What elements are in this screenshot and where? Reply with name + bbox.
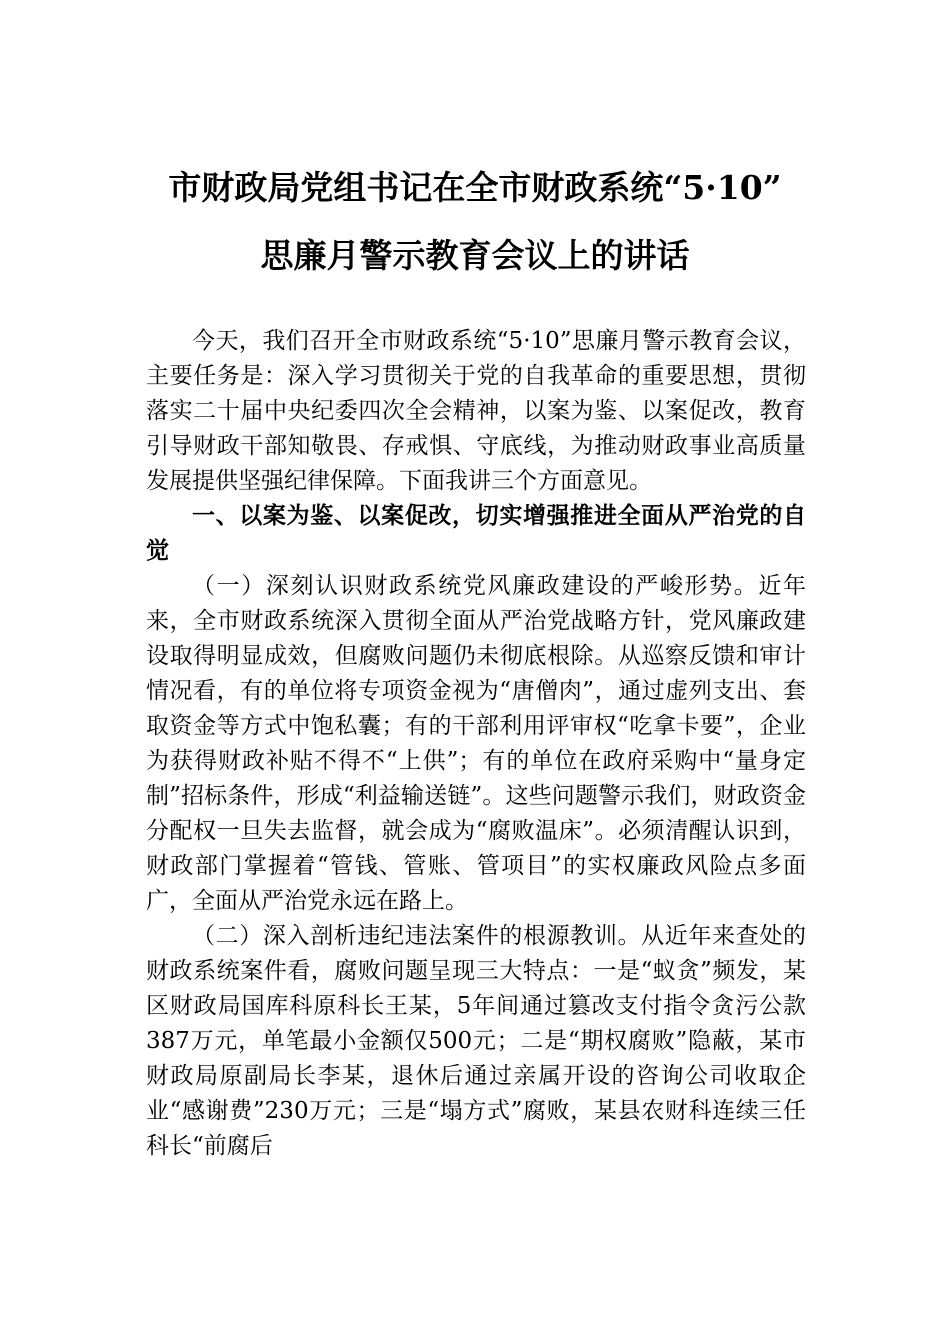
document-title-line-2: 思廉月警示教育会议上的讲话 [260,236,690,275]
document-title-line-1: 市财政局党组书记在全市财政系统“5·10” [168,168,782,207]
subsection-paragraph-2: （二）深入剖析违纪违法案件的根源教训。从近年来查处的财政系统案件看，腐败问题呈现三大特点：一是“蚁贪”频发，某区财政局国库科原科长王某，5年间通过篡改支付指令贪污公款387万元，单笔最小金额仅500元；二是“期权腐败”隐蔽，某市财政局原副局长李某，退休后通过亲属开设的咨询公司收取企业“感谢费”230万元；三是“塌方式”腐败，某县农财科连续三任科长“前腐后 [146,923,806,1159]
intro-paragraph: 今天，我们召开全市财政系统“5·10”思廉月警示教育会议，主要任务是：深入学习贯彻关于党的自我革命的重要思想，贯彻落实二十届中央纪委四次全会精神，以案为鉴、以案促改，教育引导财政干部知敬畏、存戒惧、守底线，为推动财政事业高质量发展提供坚强纪律保障。下面我讲三个方面意见。 [146,328,806,494]
document-body [146,324,806,1164]
section-heading-1: 一、以案为鉴、以案促改，切实增强推进全面从严治党的自觉 [146,503,806,564]
subsection-paragraph-1: （一）深刻认识财政系统党风廉政建设的严峻形势。近年来，全市财政系统深入贯彻全面从严治党战略方针，党风廉政建设取得明显成效，但腐败问题仍未彻底根除。从巡察反馈和审计情况看，有的单位将专项资金视为“唐僧肉”，通过虚列支出、套取资金等方式中饱私囊；有的干部利用评审权“吃拿卡要”，企业为获得财政补贴不得不“上供”；有的单位在政府采购中“量身定制”招标条件，形成“利益输送链”。这些问题警示我们，财政资金分配权一旦失去监督，就会成为“腐败温床”。必须清醒认识到，财政部门掌握着“管钱、管账、管项目”的实权廉政风险点多面广，全面从严治党永远在路上。 [146,573,806,914]
